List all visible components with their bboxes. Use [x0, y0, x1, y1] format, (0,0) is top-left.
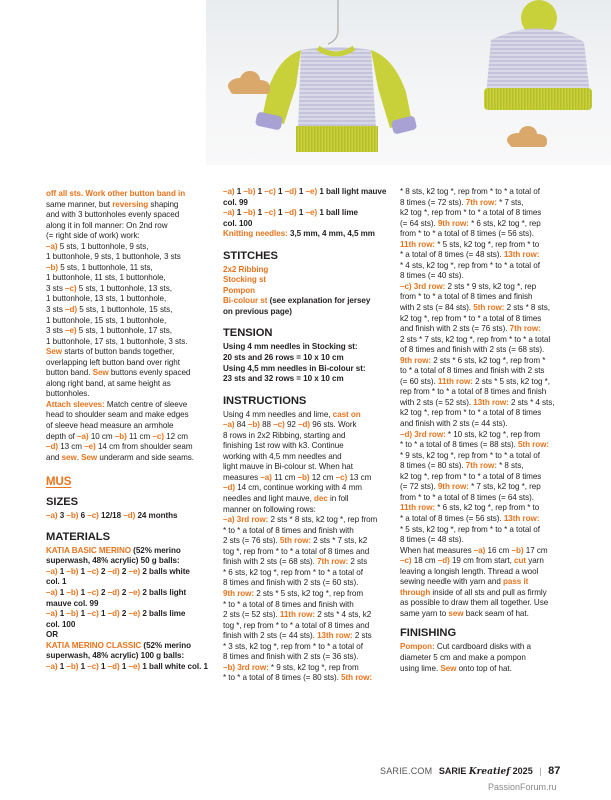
footer-magazine: SARIE Kreatief 2025: [438, 766, 533, 777]
text-line: –a) 1 –b) 1 –c) 2 –d) 2 –e) 2 balls white: [46, 566, 190, 576]
text-line: (= right side of work) work:: [46, 231, 140, 241]
text-line: along right band, at same height as: [46, 378, 171, 388]
column-2: [223, 187, 388, 684]
text-line: * 6 sts, k2 tog *, rep from * to * a total of: [223, 567, 363, 577]
text-line: –c) 18 cm –d) 19 cm from start, cut yarn: [400, 556, 544, 566]
text-line: * a total of 8 times (= 48 sts). 13th row:: [400, 250, 540, 260]
text-line: from * to * a total of 8 times (= 64 sts).: [400, 492, 534, 502]
text-line: same yarn to sew back seam of hat.: [400, 608, 529, 618]
text-line: –a) 1 –b) 1 –c) 2 –d) 2 –e) 2 balls light: [46, 587, 187, 597]
text-line: * 5 sts, k2 tog *, rep from * to * a total of: [400, 524, 540, 534]
text-line: Using 4 mm needles and lime, cast on: [223, 409, 361, 419]
text-line: col. 100: [223, 218, 253, 228]
text-line: –b) 5 sts, 1 buttonhole, 11 sts,: [46, 262, 153, 272]
text-line: using lime. Sew onto top of hat.: [400, 663, 512, 673]
text-line: manner on following rows:: [223, 504, 316, 514]
text-line: –a) 5 sts, 1 buttonhole, 9 sts,: [46, 241, 149, 251]
text-line: KATIA MERINO CLASSIC (52% merino: [46, 640, 192, 650]
text-line: 2x2 Ribbing: [223, 264, 269, 274]
text-line: * 8 sts, k2 tog *, rep from * to * a total of: [400, 187, 540, 196]
footer-separator: |: [539, 766, 542, 776]
cloud-icon: [507, 126, 547, 147]
text-line: –c) 3rd row: 2 sts * 9 sts, k2 tog *, rep: [400, 281, 537, 291]
text-line: from * to * a total of 8 times and finish: [400, 292, 533, 302]
text-line: 1 buttonhole, 13 sts, 1 buttonhole,: [46, 294, 167, 304]
text-line: 8 times and finish with 2 sts (= 60 sts).: [223, 578, 359, 588]
text-line: * to * a total of 8 times (= 80 sts). 5th row:: [223, 673, 373, 683]
text-line: 11th row: * 5 sts, k2 tog *, rep from * to: [400, 239, 540, 249]
text-line: 20 sts and 26 rows = 10 x 10 cm: [223, 353, 344, 363]
text-line: * to * a total of 8 times and finish with: [223, 599, 354, 609]
text-line: k2 tog *, rep from * to * a total of 8 times: [400, 208, 542, 218]
text-line: 8 times (= 40 sts).: [400, 271, 464, 281]
text-line: superwash, 48% acrylic) 50 g balls:: [46, 556, 180, 566]
text-line: Using 4 mm needles in Stocking st:: [223, 342, 358, 352]
page-number: 87: [548, 765, 561, 777]
text-line: head to shoulder seam and make edges: [46, 410, 189, 420]
heading-stitches: STITCHES: [223, 249, 278, 262]
text-line: rep from * to * a total of 8 times and finish: [400, 387, 547, 397]
heading-sizes: SIZES: [46, 496, 79, 509]
text-line: and with 3 buttonholes evenly spaced: [46, 210, 180, 220]
text-line: 23 sts and 32 rows = 10 x 10 cm: [223, 374, 344, 384]
sweater-right-sleeve: [371, 50, 412, 128]
text-line: * to * a total of 8 times (= 88 sts). 5th row:: [400, 440, 550, 450]
text-line: and sew. Sew underarm and side seams.: [46, 452, 194, 462]
text-line: Sew starts of button bands together,: [46, 347, 175, 357]
text-line: * 4 sts, k2 tog *, rep from * to * a total of: [400, 260, 540, 270]
text-line: with 2 sts (= 84 sts). 5th row: 2 sts * 8 sts,: [400, 303, 550, 313]
hat-crown: [486, 28, 590, 96]
text-line: 11th row: * 6 sts, k2 tog *, rep from * to: [400, 503, 540, 513]
text-line: finish with 2 sts (= 44 sts). 13th row: 2 sts: [223, 631, 372, 641]
text-line: 1 buttonhole, 17 sts, 1 buttonhole, 3 sts.: [46, 336, 188, 346]
text-line: through inside of all sts and pull as firmly: [400, 587, 547, 597]
text-line: sewing needle with yarn and pass it: [400, 577, 529, 587]
text-line: Using 4,5 mm needles in Bi-colour st:: [223, 363, 366, 373]
text-line: (= 64 sts). 9th row: * 6 sts, k2 tog *, rep: [400, 218, 541, 228]
text-line: overlapping left button band over right: [46, 357, 180, 367]
column-3: [400, 187, 566, 674]
text-line: with 2 sts (= 52 sts). 13th row: 2 sts * 4 sts,: [400, 397, 555, 407]
text-line: Stocking st: [223, 275, 267, 285]
text-line: k2 tog *, rep from * to * a total of 8 times: [400, 471, 542, 481]
text-line: –a) 3rd row: 2 sts * 8 sts, k2 tog *, rep from: [223, 515, 378, 525]
text-line: finish with 2 sts (= 68 sts). 7th row: 2 sts: [223, 557, 368, 567]
text-line: Knitting needles: 3,5 mm, 4 mm, 4,5 mm: [223, 229, 375, 239]
text-line: –a) 1 –b) 1 –c) 1 –d) 1 –e) 1 ball lime: [223, 208, 358, 218]
text-line: off all sts. Work other button band in: [46, 189, 186, 198]
cloud-icon: [228, 71, 270, 94]
text-line: of 8 times and finish with 2 sts (= 68 sts).: [400, 345, 545, 355]
text-line: 3 sts –c) 5 sts, 1 buttonhole, 13 sts,: [46, 283, 172, 293]
text-line: to * a total of 8 times and finish with 2 sts: [400, 366, 545, 376]
text-line: 8 rows in 2x2 Ribbing, starting and: [223, 430, 346, 440]
sizes-line: –a) 3 –b) 6 –c) 12/18 –d) 24 months: [46, 511, 178, 521]
text-line: light mauve in Bi-colour st. When hat: [223, 462, 353, 472]
text-line: 1 buttonhole, 9 sts, 1 buttonhole, 3 sts: [46, 252, 181, 262]
text-line: Bi-colour st (see explanation for jersey: [223, 296, 371, 306]
text-line: –a) 1 –b) 1 –c) 1 –d) 1 –e) 1 ball light mauve: [223, 187, 387, 196]
text-line: –d) 14 cm, continue working with 4 mm: [223, 483, 362, 493]
text-line: 8 times (= 72 sts). 7th row: * 7 sts,: [400, 197, 524, 207]
text-line: along it in foll manner: On 2nd row: [46, 220, 168, 230]
text-line: 8 times (= 48 sts).: [400, 535, 464, 545]
product-photo: [206, 0, 611, 165]
heading-tension: TENSION: [223, 327, 273, 340]
heading-instructions: INSTRUCTIONS: [223, 394, 307, 407]
text-line: tog *, rep from * to * a total of 8 times and: [223, 546, 370, 556]
text-line: 2 sts * 7 sts, k2 tog *, rep from * to * a total: [400, 334, 551, 344]
footer-site: SARIE.COM: [380, 766, 433, 776]
text-line: and finish with 2 sts (= 76 sts). 7th row:: [400, 324, 541, 334]
text-line: same manner, but reversing shaping: [46, 199, 179, 209]
text-line: of sleeve head measure an armhole: [46, 421, 174, 431]
text-line: col. 100: [46, 619, 76, 629]
text-line: OR: [46, 630, 59, 640]
text-line: 1 buttonhole, 15 sts, 1 buttonhole,: [46, 315, 167, 325]
column-1: [46, 189, 212, 672]
text-line: * a total of 8 times (= 56 sts). 13th row:: [400, 513, 540, 523]
text-line: –d) 3rd row: * 10 sts, k2 tog *, rep from: [400, 429, 541, 439]
text-line: –a) 1 –b) 1 –c) 1 –d) 1 –e) 1 ball white col. 1: [46, 661, 208, 671]
text-line: Attach sleeves: Match centre of sleeve: [46, 399, 188, 409]
text-line: * 9 sts, k2 tog *, rep from * to * a total of: [400, 450, 540, 460]
text-line: button band. Sew buttons evenly spaced: [46, 368, 191, 378]
hat-brim: [484, 88, 592, 110]
text-line: col. 99: [223, 197, 248, 207]
text-line: buttonholes.: [46, 389, 90, 399]
text-line: 1 buttonhole, 11 sts, 1 buttonhole,: [46, 273, 166, 283]
text-line: depth of –a) 10 cm –b) 11 cm –c) 12 cm: [46, 431, 188, 441]
heading-finishing: FINISHING: [400, 627, 457, 640]
text-line: 9th row: 2 sts * 6 sts, k2 tog *, rep from *: [400, 355, 546, 365]
text-line: measures –a) 11 cm –b) 12 cm –c) 13 cm: [223, 472, 372, 482]
text-line: mauve col. 99: [46, 598, 99, 608]
text-line: (= 72 sts). 9th row: * 7 sts, k2 tog *, rep: [400, 482, 541, 492]
text-line: finishing 1st row with k3. Continue: [223, 441, 344, 451]
text-line: 8 times and finish with 2 sts (= 36 sts).: [223, 652, 359, 662]
text-line: on previous page): [223, 306, 292, 316]
text-line: superwash, 48% acrylic) 100 g balls:: [46, 651, 185, 661]
page-footer: [380, 764, 560, 778]
text-line: k2 tog *, rep from * to * a total of 8 times: [400, 408, 542, 418]
text-line: –b) 3rd row: * 9 sts, k2 tog *, rep from: [223, 662, 359, 672]
text-line: Pompon: [223, 285, 256, 295]
text-line: * 3 sts, k2 tog *, rep from * to * a total of: [223, 641, 363, 651]
section-title-mus: MUS: [46, 476, 72, 489]
sweater-body: [298, 47, 376, 128]
text-line: –a) 1 –b) 1 –c) 1 –d) 2 –e) 2 balls lime: [46, 609, 186, 619]
text-line: When hat measures –a) 16 cm –b) 17 cm: [400, 545, 548, 555]
text-line: and finish with 2 sts (= 44 sts).: [400, 419, 508, 429]
text-line: 3 sts –e) 5 sts, 1 buttonhole, 17 sts,: [46, 326, 172, 336]
text-line: needles and light mauve, dec in foll: [223, 494, 349, 504]
text-line: * to * a total of 8 times and finish with: [223, 525, 354, 535]
text-line: leaving a longish length. Thread a wool: [400, 566, 539, 576]
text-line: 2 sts (= 76 sts). 5th row: 2 sts * 7 sts, k2: [223, 536, 368, 546]
text-line: –d) 13 cm –e) 14 cm from shoulder seam: [46, 442, 193, 452]
text-line: from * to * a total of 8 times (= 56 sts).: [400, 229, 534, 239]
text-line: diameter 5 cm and make a pompon: [400, 652, 526, 662]
text-line: 2 sts (= 52 sts). 11th row: 2 sts * 4 sts, k2: [223, 610, 372, 620]
text-line: col. 1: [46, 577, 67, 587]
text-line: tog *, rep from * to * a total of 8 times and: [223, 620, 370, 630]
text-line: working with 4,5 mm needles and: [223, 451, 342, 461]
text-line: 8 times (= 80 sts). 7th row: * 8 sts,: [400, 461, 524, 471]
heading-materials: MATERIALS: [46, 530, 110, 543]
text-line: k2 tog *, rep from * to * a total of 8 times: [400, 313, 542, 323]
text-line: (= 60 sts). 11th row: 2 sts * 5 sts, k2 tog *,: [400, 376, 550, 386]
sweater-and-hat-illustration: [206, 0, 611, 165]
text-line: 3 sts –d) 5 sts, 1 buttonhole, 15 sts,: [46, 305, 173, 315]
watermark: PassionForum.ru: [488, 782, 557, 792]
text-line: KATIA BASIC MERINO (52% merino: [46, 545, 181, 555]
text-line: as possible to draw them all together. Use: [400, 598, 549, 608]
text-line: 9th row: 2 sts * 5 sts, k2 tog *, rep from: [223, 588, 364, 598]
text-line: –a) 84 –b) 88 –c) 92 –d) 96 sts. Work: [223, 420, 357, 430]
text-line: Pompon: Cut cardboard disks with a: [400, 642, 531, 652]
